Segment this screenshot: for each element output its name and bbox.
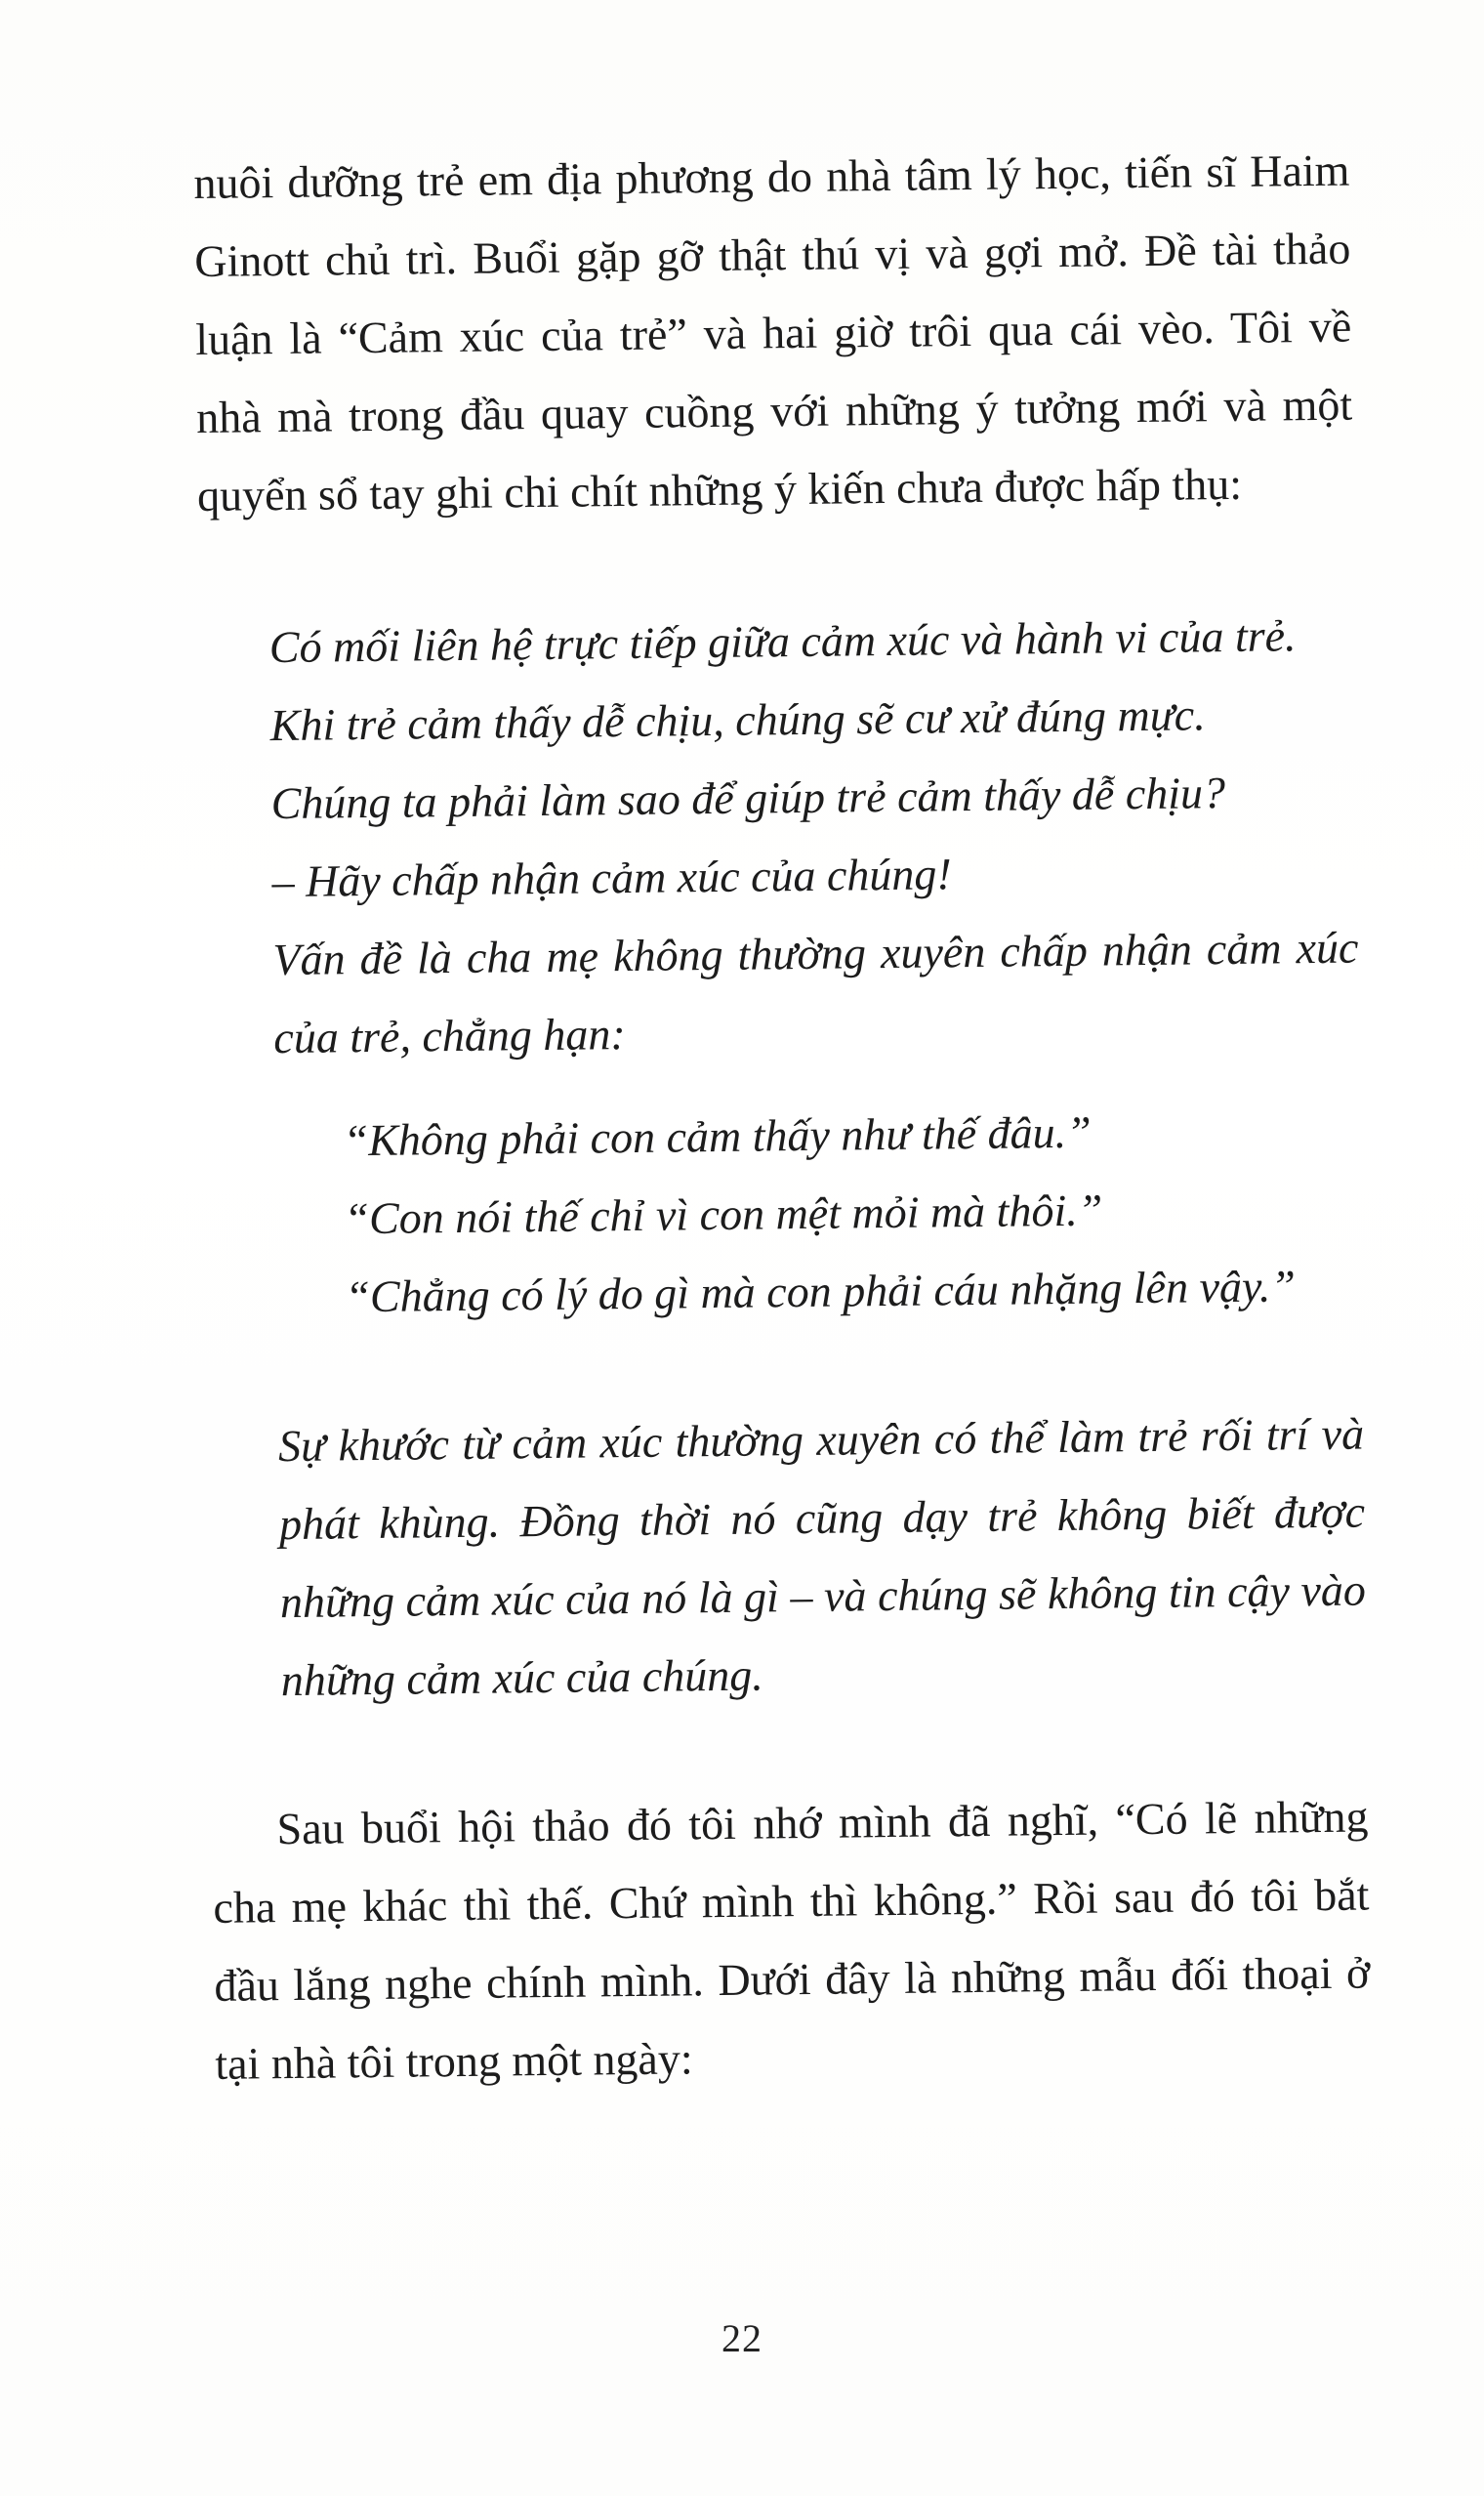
- note-line: Vấn đề là cha mẹ không thường xuyên chấp nhận cảm xúc của trẻ, chẳng hạn:: [272, 922, 1359, 1063]
- quote-line: “Không phải con cảm thấy như thế đâu.”: [343, 1106, 1092, 1166]
- note-line: Có mối liên hệ trực tiếp giữa cảm xúc và hành vi của trẻ.: [268, 610, 1297, 673]
- seminar-notes-block: [268, 597, 1359, 1078]
- reflection-paragraph: Sự khước từ cảm xúc thường xuyên có thể làm trẻ rối trí và phát khùng. Đồng thời nó cũng dạy trẻ không biết được những cảm xúc của nó là gì – và chúng sẽ không tin cậy vào những cảm xúc của chúng.: [277, 1408, 1367, 1706]
- quote-line: “Con nói thế chỉ vì con mệt mỏi mà thôi.”: [344, 1185, 1103, 1244]
- page-text-block: [193, 132, 1372, 2103]
- note-line: Chúng ta phải làm sao để giúp trẻ cảm thấy dễ chịu?: [270, 768, 1226, 829]
- note-line: – Hãy chấp nhận cảm xúc của chúng!: [271, 849, 952, 907]
- intro-paragraph: nuôi dưỡng trẻ em địa phương do nhà tâm lý học, tiến sĩ Haim Ginott chủ trì. Buổi gặp gỡ thật thú vị và gợi mở. Đề tài thảo luận là “Cảm xúc của trẻ” và hai giờ trôi qua cái vèo. Tôi về nhà mà trong đầu quay cuồng với những ý tưởng mới và một quyển sổ tay ghi chi chít những ý kiến chưa được hấp thụ:: [193, 145, 1353, 520]
- page-number: 22: [721, 2316, 763, 2360]
- closing-paragraph: Sau buổi hội thảo đó tôi nhớ mình đã nghĩ, “Có lẽ những cha mẹ khác thì thế. Chứ mình thì không.” Rồi sau đó tôi bắt đầu lắng nghe chính mình. Dưới đây là những mẫu đối thoại ở tại nhà tôi trong một ngày:: [213, 1791, 1371, 2089]
- note-line: Khi trẻ cảm thấy dễ chịu, chúng sẽ cư xử đúng mực.: [269, 689, 1206, 751]
- quote-line: “Chẳng có lý do gì mà con phải cáu nhặng lên vậy.”: [345, 1261, 1297, 1322]
- parent-quotes-block: [343, 1091, 1363, 1337]
